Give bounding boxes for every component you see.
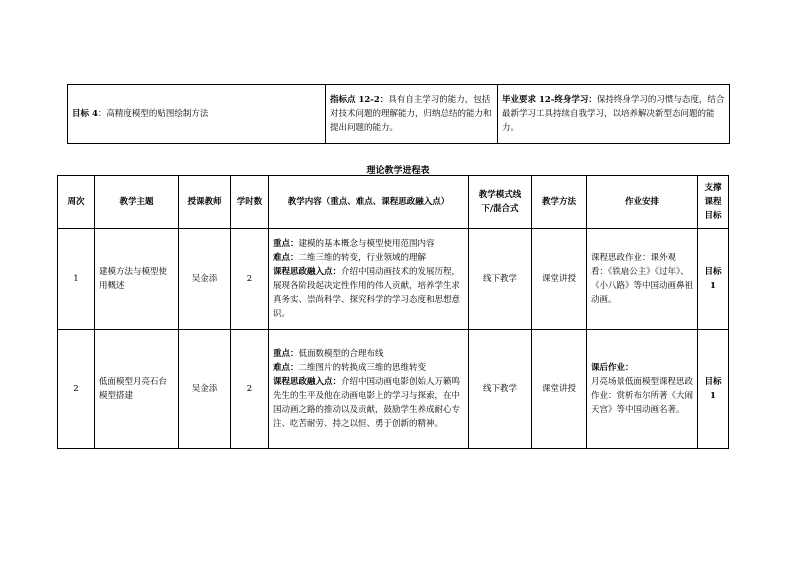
indicator-label: 指标点 12-2： xyxy=(330,95,389,105)
table-row xyxy=(58,229,729,330)
teaching-schedule-table xyxy=(57,175,729,449)
header-mode: 教学模式线下/混合式 xyxy=(469,176,532,229)
goal-text: ：高精度模型的贴图绘制方法 xyxy=(97,109,209,119)
mode-cell: 线下教学 xyxy=(469,330,532,449)
content-cell xyxy=(269,330,469,449)
requirement-text: 保持终身学习的习惯与态度，结合最新学习工具持续自我学习，以培养解决新型态问题的能力。 xyxy=(502,95,725,133)
homework-label: 课后作业： xyxy=(591,363,634,373)
header-support: 支撑课程目标 xyxy=(698,176,729,229)
indicator-cell xyxy=(326,85,498,144)
header-homework: 作业安排 xyxy=(587,176,698,229)
schedule-title: 理论教学进程表 xyxy=(366,166,430,176)
difficulty-label: 难点： xyxy=(273,363,299,373)
week-cell: 2 xyxy=(58,330,95,449)
key-label: 重点： xyxy=(273,349,299,359)
teacher-cell: 吴金添 xyxy=(179,229,231,330)
support-cell xyxy=(698,330,729,449)
support-text: 目标 1 xyxy=(704,377,722,401)
topic-cell: 低面模型月亮石台模型搭建 xyxy=(95,330,179,449)
support-cell xyxy=(698,229,729,330)
header-teacher: 授课教师 xyxy=(179,176,231,229)
content-cell xyxy=(269,229,469,330)
ideology-label: 课程思政融入点： xyxy=(273,267,342,277)
requirement-cell xyxy=(498,85,730,144)
hours-cell: 2 xyxy=(231,229,269,330)
ideology-text: 介绍中国动画技术的发展历程，展现各阶段起决定性作用的伟人贡献，培养学生求真务实、崇尚科学、探究科学的学习态度和思想意识。 xyxy=(273,267,461,319)
difficulty-text: 二维图片的转换成三维的思维转变 xyxy=(298,363,427,373)
difficulty-label: 难点： xyxy=(273,253,299,263)
key-text: 低面数模型的合理布线 xyxy=(298,349,384,359)
ideology-text: 介绍中国动画电影创始人万籁鸣先生的生平及他在动画电影上的学习与探索，在中国动画之路的推动以及贡献，鼓励学生养成耐心专注、吃苦耐劳、持之以恒、勇于创新的精神。 xyxy=(273,377,461,429)
hours-cell: 2 xyxy=(231,330,269,449)
header-topic: 教学主题 xyxy=(95,176,179,229)
teacher-cell: 吴金添 xyxy=(179,330,231,449)
method-cell: 课堂讲授 xyxy=(532,229,587,330)
mode-cell: 线下教学 xyxy=(469,229,532,330)
header-week: 周次 xyxy=(58,176,95,229)
header-hours: 学时数 xyxy=(231,176,269,229)
difficulty-text: 二维三维的转变，行业领域的理解 xyxy=(298,253,427,263)
course-goal-table xyxy=(67,84,730,144)
key-text: 建模的基本概念与模型使用范围内容 xyxy=(298,239,435,249)
header-content: 教学内容（重点、难点、课程思政融入点） xyxy=(269,176,469,229)
goal-cell xyxy=(68,85,326,144)
ideology-label: 课程思政融入点： xyxy=(273,377,342,387)
topic-cell: 建模方法与模型使用概述 xyxy=(95,229,179,330)
header-method: 教学方法 xyxy=(532,176,587,229)
indicator-text: 具有自主学习的能力，包括对技术问题的理解能力，归纳总结的能力和提出问题的能力。 xyxy=(330,95,492,133)
requirement-label: 毕业要求 12-终身学习： xyxy=(502,95,597,105)
support-text: 目标 1 xyxy=(704,267,722,291)
table-row xyxy=(58,330,729,449)
header-row xyxy=(58,176,729,229)
goal-label: 目标 4 xyxy=(72,109,98,119)
homework-cell xyxy=(587,330,698,449)
homework-text: 月亮场景低面模型课程思政作业：赏析布尔所著《大闹天宫》等中国动画名著。 xyxy=(591,377,694,415)
key-label: 重点： xyxy=(273,239,299,249)
homework-cell xyxy=(587,229,698,330)
week-cell: 1 xyxy=(58,229,95,330)
homework-text: 课程思政作业：课外观看：《铁扇公主》《过年》、《小八路》等中国动画鼻祖动画。 xyxy=(591,253,694,305)
method-cell: 课堂讲授 xyxy=(532,330,587,449)
